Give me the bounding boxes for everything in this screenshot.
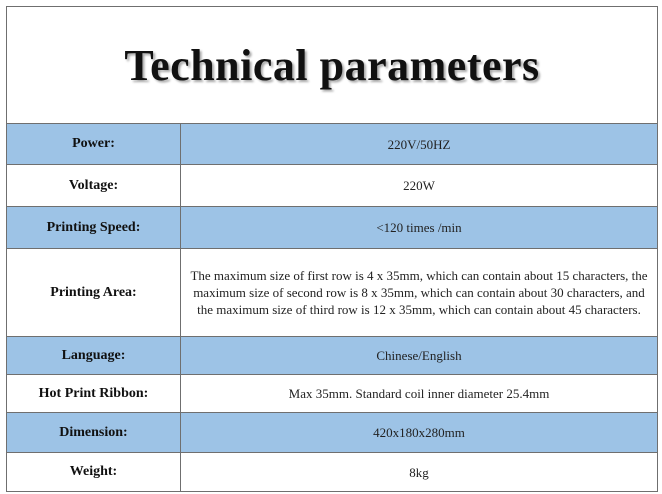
row-value: 220V/50HZ bbox=[387, 136, 451, 152]
row-label: Voltage: bbox=[7, 165, 181, 206]
row-value: Max 35mm. Standard coil inner diameter 25.4mm bbox=[288, 386, 550, 401]
row-value: The maximum size of first row is 4 x 35mm, which can contain about 15 characters, the maximum size of second row is 8 x 35mm, which can contain about 30 characters, and the maximum size of third row is 12 x 35mm, which can contain about 45 characters. bbox=[190, 268, 648, 317]
table-row-dimension bbox=[7, 413, 657, 453]
row-value: Chinese/English bbox=[376, 348, 462, 363]
row-value: 220W bbox=[403, 178, 435, 193]
table-row-weight bbox=[7, 453, 657, 491]
row-label: Printing Area: bbox=[7, 249, 181, 336]
table-row-printing-area bbox=[7, 249, 657, 337]
table-row-printing-speed bbox=[7, 207, 657, 249]
row-label: Printing Speed: bbox=[7, 207, 181, 248]
parameters-sheet bbox=[6, 6, 658, 492]
row-label: Weight: bbox=[7, 453, 181, 491]
row-value: 420x180x280mm bbox=[373, 425, 465, 440]
title-cell bbox=[7, 7, 657, 124]
table-row-power bbox=[7, 124, 657, 165]
row-label: Hot Print Ribbon: bbox=[7, 375, 181, 412]
row-value: <120 times /min bbox=[376, 220, 462, 235]
table-row-voltage bbox=[7, 165, 657, 207]
row-label: Power: bbox=[7, 124, 181, 164]
row-value: 8kg bbox=[409, 464, 429, 480]
table-row-language bbox=[7, 337, 657, 375]
page-title: Technical parameters bbox=[124, 40, 540, 90]
row-label: Dimension: bbox=[7, 413, 181, 452]
row-label: Language: bbox=[7, 337, 181, 374]
table-row-hot-print-ribbon bbox=[7, 375, 657, 413]
